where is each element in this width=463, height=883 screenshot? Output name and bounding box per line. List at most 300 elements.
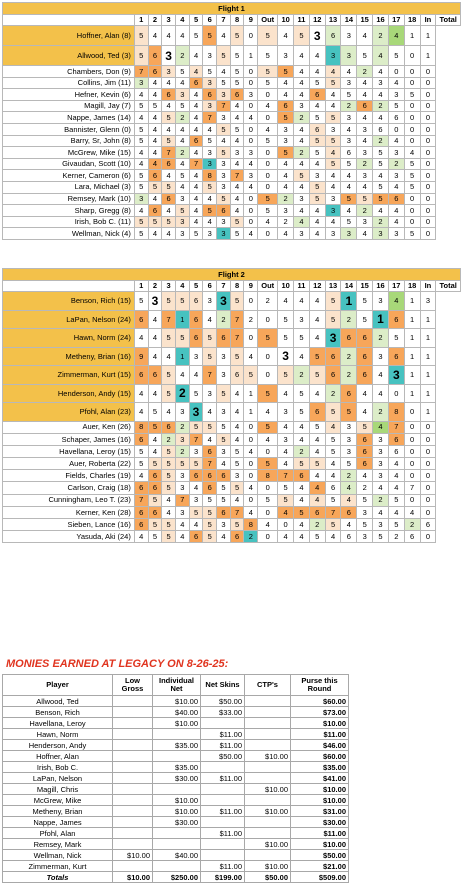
monies-player: Magill, Chris bbox=[3, 784, 113, 795]
score-cell: 3 bbox=[175, 89, 189, 101]
monies-column-header: Net Skins bbox=[201, 675, 245, 696]
player-name: Carlson, Craig (18) bbox=[3, 482, 135, 494]
score-cell: 4 bbox=[388, 482, 404, 494]
monies-row bbox=[3, 773, 349, 784]
score-cell: 5 bbox=[294, 403, 310, 422]
monies-amount bbox=[201, 718, 245, 729]
score-cell: 3 bbox=[420, 292, 436, 311]
column-header: 5 bbox=[189, 15, 203, 26]
score-cell: 4 bbox=[175, 181, 189, 193]
score-cell: 6 bbox=[388, 193, 404, 205]
score-cell: 3 bbox=[309, 26, 325, 46]
column-header: In bbox=[420, 281, 436, 292]
score-cell: 5 bbox=[294, 458, 310, 470]
column-header: 11 bbox=[294, 15, 310, 26]
column-header: 10 bbox=[278, 281, 294, 292]
score-cell: 6 bbox=[357, 445, 373, 457]
score-cell: 4 bbox=[373, 482, 389, 494]
score-cell: 4 bbox=[388, 205, 404, 217]
monies-amount bbox=[201, 839, 245, 850]
score-cell: 5 bbox=[217, 433, 231, 445]
score-cell: 4 bbox=[189, 89, 203, 101]
score-cell: 4 bbox=[148, 193, 162, 205]
monies-row bbox=[3, 718, 349, 729]
score-cell: 6 bbox=[230, 89, 244, 101]
score-cell: 6 bbox=[309, 89, 325, 101]
score-cell: 6 bbox=[309, 123, 325, 135]
score-cell: 4 bbox=[357, 77, 373, 89]
score-cell: 5 bbox=[230, 228, 244, 240]
score-cell: 4 bbox=[294, 482, 310, 494]
score-cell: 4 bbox=[309, 292, 325, 311]
score-cell: 4 bbox=[148, 329, 162, 348]
score-cell: 0 bbox=[258, 445, 278, 457]
monies-amount: $10.00 bbox=[291, 784, 349, 795]
score-cell: 3 bbox=[244, 89, 258, 101]
score-cell: 0 bbox=[258, 482, 278, 494]
monies-column-header: Low Gross bbox=[113, 675, 153, 696]
score-cell: 4 bbox=[341, 170, 357, 182]
score-cell: 5 bbox=[134, 135, 148, 147]
score-cell: 3 bbox=[325, 123, 341, 135]
score-cell: 3 bbox=[341, 421, 357, 433]
score-cell: 4 bbox=[162, 228, 176, 240]
score-cell: 5 bbox=[134, 123, 148, 135]
score-cell: 4 bbox=[294, 135, 310, 147]
score-cell: 6 bbox=[217, 470, 231, 482]
score-cell: 1 bbox=[373, 310, 389, 329]
score-cell: 0 bbox=[244, 433, 258, 445]
score-cell: 3 bbox=[203, 147, 217, 159]
score-cell: 3 bbox=[325, 228, 341, 240]
score-cell: 4 bbox=[230, 100, 244, 112]
monies-amount: $41.00 bbox=[291, 773, 349, 784]
score-cell: 5 bbox=[404, 181, 420, 193]
score-cell: 8 bbox=[388, 403, 404, 422]
score-cell: 0 bbox=[420, 458, 436, 470]
score-cell: 3 bbox=[357, 123, 373, 135]
score-cell: 5 bbox=[148, 403, 162, 422]
score-cell: 6 bbox=[388, 347, 404, 366]
score-cell: 4 bbox=[162, 347, 176, 366]
player-name: Barry, Sr, John (8) bbox=[3, 135, 135, 147]
score-cell: 1 bbox=[175, 347, 189, 366]
score-cell: 4 bbox=[325, 531, 341, 543]
score-cell: 5 bbox=[230, 26, 244, 46]
score-cell: 0 bbox=[404, 123, 420, 135]
score-cell: 5 bbox=[258, 329, 278, 348]
score-cell: 3 bbox=[203, 228, 217, 240]
monies-amount bbox=[245, 696, 291, 707]
player-name: McGrew, Mike (15) bbox=[3, 147, 135, 159]
column-header: 17 bbox=[388, 15, 404, 26]
score-cell: 1 bbox=[244, 403, 258, 422]
player-name: Henderson, Andy (15) bbox=[3, 384, 135, 403]
score-cell: 3 bbox=[357, 147, 373, 159]
totals-amount: $250.00 bbox=[153, 872, 201, 883]
monies-amount bbox=[113, 861, 153, 872]
score-cell: 0 bbox=[404, 470, 420, 482]
score-cell: 5 bbox=[162, 181, 176, 193]
score-cell: 3 bbox=[203, 384, 217, 403]
score-cell: 4 bbox=[134, 158, 148, 170]
score-cell: 3 bbox=[309, 170, 325, 182]
score-cell: 5 bbox=[217, 482, 231, 494]
score-cell: 5 bbox=[230, 46, 244, 66]
player-row bbox=[3, 228, 461, 240]
monies-column-header: CTP's bbox=[245, 675, 291, 696]
score-cell: 2 bbox=[373, 26, 389, 46]
score-cell: 2 bbox=[388, 531, 404, 543]
score-cell: 4 bbox=[388, 77, 404, 89]
score-cell: 4 bbox=[357, 228, 373, 240]
score-cell: 5 bbox=[162, 470, 176, 482]
score-cell: 3 bbox=[134, 193, 148, 205]
score-cell: 5 bbox=[175, 329, 189, 348]
score-cell: 5 bbox=[217, 147, 231, 159]
monies-amount bbox=[245, 795, 291, 806]
score-cell: 3 bbox=[244, 170, 258, 182]
score-cell: 5 bbox=[325, 519, 341, 531]
score-cell: 5 bbox=[325, 158, 341, 170]
monies-amount: $40.00 bbox=[153, 707, 201, 718]
score-cell: 6 bbox=[388, 310, 404, 329]
flight2-header-row bbox=[3, 281, 461, 292]
score-cell: 6 bbox=[217, 506, 231, 518]
score-cell: 0 bbox=[420, 112, 436, 124]
monies-amount bbox=[113, 784, 153, 795]
score-cell: 0 bbox=[420, 66, 436, 78]
score-cell: 0 bbox=[420, 228, 436, 240]
score-cell: 0 bbox=[404, 216, 420, 228]
score-cell: 4 bbox=[203, 193, 217, 205]
player-name: Givaudan, Scott (10) bbox=[3, 158, 135, 170]
monies-amount: $11.00 bbox=[291, 729, 349, 740]
score-cell: 4 bbox=[341, 482, 357, 494]
monies-amount: $10.00 bbox=[245, 861, 291, 872]
monies-player: Metheny, Brian bbox=[3, 806, 113, 817]
score-cell: 2 bbox=[175, 445, 189, 457]
score-cell: 5 bbox=[203, 135, 217, 147]
score-cell: 4 bbox=[325, 89, 341, 101]
score-cell: 4 bbox=[230, 403, 244, 422]
score-cell: 0 bbox=[420, 89, 436, 101]
score-cell: 0 bbox=[404, 403, 420, 422]
monies-title: MONIES EARNED AT LEGACY ON 8-26-25: bbox=[6, 658, 229, 670]
score-cell: 5 bbox=[148, 216, 162, 228]
score-cell: 5 bbox=[148, 458, 162, 470]
score-cell: 3 bbox=[278, 135, 294, 147]
score-cell: 5 bbox=[203, 181, 217, 193]
score-cell: 4 bbox=[217, 531, 231, 543]
score-cell: 4 bbox=[189, 147, 203, 159]
score-cell: 4 bbox=[244, 181, 258, 193]
score-cell: 6 bbox=[341, 329, 357, 348]
score-cell: 5 bbox=[258, 26, 278, 46]
score-cell: 4 bbox=[148, 26, 162, 46]
score-cell: 2 bbox=[175, 384, 189, 403]
monies-amount bbox=[113, 740, 153, 751]
score-cell: 6 bbox=[357, 458, 373, 470]
monies-amount bbox=[113, 817, 153, 828]
score-cell: 5 bbox=[175, 170, 189, 182]
score-cell: 3 bbox=[388, 170, 404, 182]
monies-player: McGrew, Mike bbox=[3, 795, 113, 806]
score-cell: 4 bbox=[341, 494, 357, 506]
score-cell: 4 bbox=[162, 77, 176, 89]
score-cell: 3 bbox=[134, 77, 148, 89]
score-cell: 5 bbox=[357, 494, 373, 506]
score-cell: 3 bbox=[357, 216, 373, 228]
monies-amount bbox=[245, 817, 291, 828]
score-cell: 5 bbox=[294, 506, 310, 518]
column-header: 1 bbox=[134, 281, 148, 292]
score-cell: 5 bbox=[203, 531, 217, 543]
score-cell: 5 bbox=[134, 100, 148, 112]
score-cell: 5 bbox=[162, 531, 176, 543]
score-cell: 3 bbox=[175, 482, 189, 494]
monies-player: Wellman, Nick bbox=[3, 850, 113, 861]
score-cell: 4 bbox=[230, 112, 244, 124]
score-cell: 5 bbox=[258, 46, 278, 66]
score-cell: 1 bbox=[420, 26, 436, 46]
score-cell: 2 bbox=[175, 147, 189, 159]
score-cell: 5 bbox=[189, 458, 203, 470]
score-cell: 3 bbox=[294, 310, 310, 329]
score-cell: 5 bbox=[278, 482, 294, 494]
score-cell: 4 bbox=[162, 205, 176, 217]
score-cell: 4 bbox=[162, 506, 176, 518]
score-cell: 3 bbox=[217, 158, 231, 170]
score-cell: 0 bbox=[258, 310, 278, 329]
score-cell: 5 bbox=[341, 216, 357, 228]
monies-amount bbox=[153, 828, 201, 839]
player-name: Cunningham, Leo T. (23) bbox=[3, 494, 135, 506]
monies-player: Allwood, Ted bbox=[3, 696, 113, 707]
monies-amount: $60.00 bbox=[291, 696, 349, 707]
score-cell: 0 bbox=[420, 193, 436, 205]
score-cell: 4 bbox=[357, 26, 373, 46]
score-cell: 6 bbox=[189, 329, 203, 348]
monies-amount: $10.00 bbox=[113, 850, 153, 861]
score-cell: 2 bbox=[175, 46, 189, 66]
score-cell: 2 bbox=[244, 531, 258, 543]
score-cell: 1 bbox=[420, 384, 436, 403]
score-cell: 4 bbox=[217, 66, 231, 78]
score-cell: 4 bbox=[244, 112, 258, 124]
score-cell: 4 bbox=[244, 482, 258, 494]
score-cell: 2 bbox=[278, 216, 294, 228]
player-row bbox=[3, 147, 461, 159]
monies-amount: $10.00 bbox=[245, 784, 291, 795]
score-cell: 4 bbox=[203, 433, 217, 445]
score-cell: 2 bbox=[325, 384, 341, 403]
score-cell: 4 bbox=[134, 205, 148, 217]
monies-amount: $50.00 bbox=[201, 751, 245, 762]
score-cell: 0 bbox=[404, 458, 420, 470]
column-header: In bbox=[420, 15, 436, 26]
score-cell: 5 bbox=[134, 445, 148, 457]
monies-amount bbox=[113, 773, 153, 784]
score-cell: 1 bbox=[404, 26, 420, 46]
score-cell: 3 bbox=[217, 228, 231, 240]
score-cell: 0 bbox=[404, 100, 420, 112]
score-cell: 5 bbox=[341, 403, 357, 422]
score-cell: 5 bbox=[309, 77, 325, 89]
score-cell: 6 bbox=[189, 310, 203, 329]
monies-amount: $50.00 bbox=[291, 850, 349, 861]
monies-player: Hawn, Norm bbox=[3, 729, 113, 740]
monies-amount bbox=[201, 784, 245, 795]
score-cell: 4 bbox=[309, 310, 325, 329]
player-name: Nappe, James (14) bbox=[3, 112, 135, 124]
score-cell: 5 bbox=[148, 100, 162, 112]
score-cell: 2 bbox=[278, 193, 294, 205]
score-cell: 4 bbox=[278, 228, 294, 240]
score-cell: 5 bbox=[357, 193, 373, 205]
flight-1-table bbox=[2, 2, 461, 240]
score-cell: 6 bbox=[162, 193, 176, 205]
score-cell: 6 bbox=[325, 26, 341, 46]
score-cell: 4 bbox=[388, 470, 404, 482]
score-cell: 4 bbox=[325, 470, 341, 482]
score-cell: 3 bbox=[278, 46, 294, 66]
score-cell: 4 bbox=[309, 445, 325, 457]
score-cell: 5 bbox=[258, 77, 278, 89]
score-cell: 2 bbox=[404, 519, 420, 531]
score-cell: 5 bbox=[325, 292, 341, 311]
column-header: 7 bbox=[217, 15, 231, 26]
score-cell: 7 bbox=[230, 506, 244, 518]
score-cell: 5 bbox=[373, 193, 389, 205]
score-cell: 5 bbox=[230, 66, 244, 78]
score-cell: 1 bbox=[404, 310, 420, 329]
score-cell: 6 bbox=[357, 100, 373, 112]
score-cell: 6 bbox=[341, 531, 357, 543]
score-cell: 5 bbox=[217, 384, 231, 403]
score-cell: 4 bbox=[325, 458, 341, 470]
score-cell: 5 bbox=[203, 347, 217, 366]
score-cell: 6 bbox=[134, 433, 148, 445]
player-name: Wellman, Nick (4) bbox=[3, 228, 135, 240]
score-cell: 4 bbox=[148, 77, 162, 89]
monies-amount bbox=[113, 806, 153, 817]
score-cell: 0 bbox=[420, 470, 436, 482]
score-cell: 3 bbox=[294, 100, 310, 112]
score-cell: 5 bbox=[203, 26, 217, 46]
score-cell: 4 bbox=[162, 26, 176, 46]
score-cell: 6 bbox=[148, 506, 162, 518]
score-cell: 5 bbox=[148, 531, 162, 543]
player-name: Kerner, Ken (28) bbox=[3, 506, 135, 518]
score-cell: 5 bbox=[357, 292, 373, 311]
totals-amount: $10.00 bbox=[113, 872, 153, 883]
column-header: 15 bbox=[357, 15, 373, 26]
score-cell: 3 bbox=[189, 494, 203, 506]
monies-row bbox=[3, 784, 349, 795]
score-cell: 0 bbox=[258, 366, 278, 385]
player-name: Sieben, Lance (16) bbox=[3, 519, 135, 531]
score-cell: 4 bbox=[134, 112, 148, 124]
column-header: 13 bbox=[325, 15, 341, 26]
monies-row bbox=[3, 707, 349, 718]
column-header: 8 bbox=[230, 281, 244, 292]
score-cell: 0 bbox=[244, 458, 258, 470]
score-cell: 0 bbox=[420, 421, 436, 433]
score-cell: 5 bbox=[294, 384, 310, 403]
score-cell: 4 bbox=[148, 158, 162, 170]
score-cell: 5 bbox=[203, 66, 217, 78]
score-cell: 5 bbox=[230, 519, 244, 531]
score-cell: 4 bbox=[162, 403, 176, 422]
monies-amount: $30.00 bbox=[153, 773, 201, 784]
score-cell: 3 bbox=[373, 519, 389, 531]
monies-amount: $31.00 bbox=[291, 806, 349, 817]
score-cell: 5 bbox=[230, 458, 244, 470]
monies-amount bbox=[113, 751, 153, 762]
score-cell: 4 bbox=[244, 506, 258, 518]
score-cell: 4 bbox=[388, 216, 404, 228]
score-cell: 6 bbox=[148, 170, 162, 182]
score-cell: 1 bbox=[404, 347, 420, 366]
score-cell: 4 bbox=[388, 506, 404, 518]
score-cell: 4 bbox=[189, 66, 203, 78]
column-header: 3 bbox=[162, 281, 176, 292]
score-cell: 5 bbox=[373, 531, 389, 543]
player-row bbox=[3, 458, 461, 470]
column-header: 12 bbox=[309, 15, 325, 26]
score-cell: 4 bbox=[148, 135, 162, 147]
score-cell: 4 bbox=[373, 366, 389, 385]
column-header: 7 bbox=[217, 281, 231, 292]
monies-row bbox=[3, 828, 349, 839]
score-cell: 5 bbox=[230, 77, 244, 89]
score-cell: 6 bbox=[341, 384, 357, 403]
score-cell: 5 bbox=[217, 77, 231, 89]
score-cell: 1 bbox=[420, 366, 436, 385]
score-cell: 4 bbox=[189, 366, 203, 385]
score-cell: 4 bbox=[134, 384, 148, 403]
score-cell: 4 bbox=[278, 26, 294, 46]
column-header: 16 bbox=[373, 15, 389, 26]
monies-amount: $40.00 bbox=[153, 850, 201, 861]
score-cell: 0 bbox=[244, 135, 258, 147]
player-row bbox=[3, 216, 461, 228]
monies-amount bbox=[113, 839, 153, 850]
score-cell: 0 bbox=[278, 519, 294, 531]
score-cell: 5 bbox=[325, 77, 341, 89]
player-name: Chambers, Don (9) bbox=[3, 66, 135, 78]
score-cell: 6 bbox=[148, 46, 162, 66]
player-row bbox=[3, 123, 461, 135]
monies-amount: $10.00 bbox=[291, 795, 349, 806]
score-cell: 5 bbox=[373, 181, 389, 193]
score-cell: 3 bbox=[217, 170, 231, 182]
score-cell: 4 bbox=[189, 216, 203, 228]
monies-amount: $11.00 bbox=[201, 806, 245, 817]
score-cell: 3 bbox=[341, 46, 357, 66]
score-cell: 6 bbox=[148, 66, 162, 78]
score-cell: 4 bbox=[294, 181, 310, 193]
score-cell: 6 bbox=[357, 433, 373, 445]
score-cell: 4 bbox=[278, 421, 294, 433]
score-cell: 5 bbox=[404, 228, 420, 240]
score-cell: 4 bbox=[278, 506, 294, 518]
score-cell: 4 bbox=[230, 158, 244, 170]
score-cell: 6 bbox=[388, 445, 404, 457]
score-cell: 6 bbox=[325, 482, 341, 494]
score-cell: 3 bbox=[278, 347, 294, 366]
